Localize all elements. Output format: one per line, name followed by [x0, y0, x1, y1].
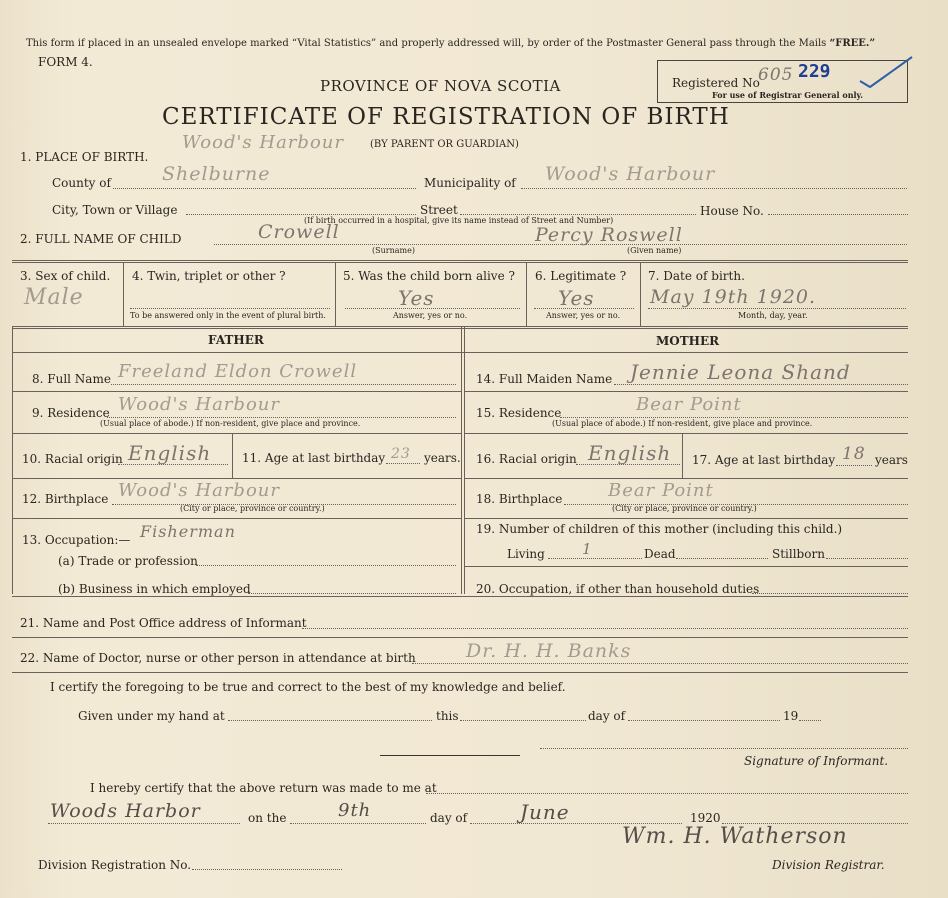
father-age-value: 23 [391, 446, 411, 462]
registrar-year-value: 1920 [690, 811, 721, 825]
mother-residence-value: Bear Point [636, 394, 742, 415]
father-age-label: 11. Age at last birthday [242, 451, 386, 465]
born-alive-value: Yes [398, 286, 435, 310]
mother-residence-label: 15. Residence [476, 406, 562, 420]
registered-note: For use of Registrar General only. [712, 90, 864, 100]
registrar-statement: I hereby certify that the above return was made to me at [90, 781, 437, 795]
checkmark-icon [856, 53, 916, 89]
form-number: FORM 4. [38, 55, 93, 69]
legitimate-note: Answer, yes or no. [546, 311, 621, 320]
father-age-years: years. [424, 451, 461, 465]
stillborn-label: Stillborn [772, 547, 825, 561]
father-occupation-label: 13. Occupation:— [22, 533, 131, 547]
mother-age-years: years [875, 453, 908, 467]
surname-caption: (Surname) [372, 246, 415, 255]
mother-name-label: 14. Full Maiden Name [476, 372, 613, 386]
free-label: “FREE.” [829, 38, 876, 49]
child-name-label: 2. FULL NAME OF CHILD [20, 232, 182, 246]
legitimate-value: Yes [558, 286, 595, 310]
mother-birthplace-label: 18. Birthplace [476, 492, 563, 506]
father-occupation-value: Fisherman [140, 522, 236, 541]
father-residence-value: Wood's Harbour [118, 394, 280, 415]
house-no-label: House No. [700, 204, 764, 218]
year-prefix: 19 [783, 709, 799, 723]
sex-value: Male [24, 285, 84, 310]
registered-label: Registered No [672, 76, 760, 90]
certification-statement: I certify the foregoing to be true and correct to the best of my knowledge and belief. [50, 680, 566, 694]
mother-birthplace-value: Bear Point [608, 480, 714, 501]
street-label: Street [420, 203, 458, 217]
mother-racial-value: English [588, 441, 672, 465]
business-label: (b) Business in which employed [58, 582, 251, 596]
registrar-day-value: 9th [338, 800, 372, 821]
registered-box [657, 60, 908, 103]
doctor-label: 22. Name of Doctor, nurse or other person in attendance at birth [20, 651, 416, 665]
doctor-value: Dr. H. H. Banks [466, 640, 632, 662]
twin-note: To be answered only in the event of plural birth. [130, 311, 326, 320]
place-of-birth-value: Wood's Harbour [182, 132, 344, 153]
father-birthplace-value: Wood's Harbour [118, 480, 280, 501]
division-registration-label: Division Registration No. [38, 858, 192, 872]
living-label: Living [507, 547, 545, 561]
county-value: Shelburne [162, 163, 271, 185]
registered-number-handwritten: 605 [758, 65, 794, 85]
informant-signature-label: Signature of Informant. [744, 754, 889, 768]
registrar-place-value: Woods Harbor [50, 800, 201, 822]
municipality-value: Wood's Harbour [545, 163, 716, 185]
mother-age-label: 17. Age at last birthday [692, 453, 836, 467]
mother-age-value: 18 [842, 444, 866, 464]
day-of-label: day of [588, 709, 626, 723]
mother-heading: MOTHER [656, 334, 720, 348]
father-heading: FATHER [208, 333, 264, 347]
father-residence-label: 9. Residence [32, 406, 110, 420]
mother-racial-label: 16. Racial origin [476, 452, 577, 466]
municipality-label: Municipality of [424, 176, 516, 190]
mail-notice-text: This form if placed in an unsealed envelope marked “Vital Statistics” and properly addressed will, by order of the Postmaster General pass through the Mails [26, 38, 827, 49]
informant-label: 21. Name and Post Office address of Informant [20, 616, 307, 630]
city-label: City, Town or Village [52, 203, 178, 217]
date-of-birth-value: May 19th 1920. [650, 286, 817, 308]
mother-birthplace-note: (City or place, province or country.) [612, 504, 757, 513]
page-title: CERTIFICATE OF REGISTRATION OF BIRTH [162, 104, 730, 130]
given-name-caption: (Given name) [627, 246, 682, 255]
living-value: 1 [582, 540, 593, 558]
father-racial-value: English [128, 441, 212, 465]
father-residence-note: (Usual place of abode.) If non-resident, give place and province. [100, 419, 361, 428]
mother-residence-note: (Usual place of abode.) If non-resident, give place and province. [552, 419, 813, 428]
date-of-birth-label: 7. Date of birth. [648, 269, 745, 283]
division-registrar-label: Division Registrar. [772, 858, 885, 872]
born-alive-label: 5. Was the child born alive ? [343, 269, 515, 283]
registered-number-stamp: 229 [798, 61, 831, 82]
mother-name-value: Jennie Leona Shand [630, 360, 851, 384]
born-alive-note: Answer, yes or no. [393, 311, 468, 320]
dead-label: Dead [644, 547, 676, 561]
registrar-month-value: June [520, 800, 570, 824]
legitimate-label: 6. Legitimate ? [535, 269, 627, 283]
this-label: this [436, 709, 459, 723]
twin-label: 4. Twin, triplet or other ? [132, 269, 286, 283]
child-surname-value: Crowell [258, 221, 340, 243]
day-of-registrar-label: day of [430, 811, 468, 825]
trade-label: (a) Trade or profession [58, 554, 198, 568]
hospital-note: (If birth occurred in a hospital, give its name instead of Street and Number) [304, 216, 614, 225]
mail-notice [26, 38, 875, 49]
county-label: County of [52, 176, 111, 190]
child-given-name-value: Percy Roswell [535, 224, 683, 246]
father-name-value: Freeland Eldon Crowell [118, 361, 358, 382]
father-birthplace-note: (City or place, province or country.) [180, 504, 325, 513]
date-of-birth-note: Month, day, year. [738, 311, 808, 320]
page-subtitle: (BY PARENT OR GUARDIAN) [370, 139, 519, 150]
father-birthplace-label: 12. Birthplace [22, 492, 109, 506]
children-count-label: 19. Number of children of this mother (including this child.) [476, 522, 843, 536]
father-name-label: 8. Full Name [32, 372, 111, 386]
registrar-signature: Wm. H. Watherson [622, 824, 848, 849]
father-racial-label: 10. Racial origin [22, 452, 123, 466]
sex-label: 3. Sex of child. [20, 269, 111, 283]
province-heading: PROVINCE OF NOVA SCOTIA [320, 77, 561, 95]
on-the-label: on the [248, 811, 287, 825]
given-under-label: Given under my hand at [78, 709, 225, 723]
mother-occupation-label: 20. Occupation, if other than household duties [476, 582, 760, 596]
place-of-birth-label: 1. PLACE OF BIRTH. [20, 150, 149, 164]
